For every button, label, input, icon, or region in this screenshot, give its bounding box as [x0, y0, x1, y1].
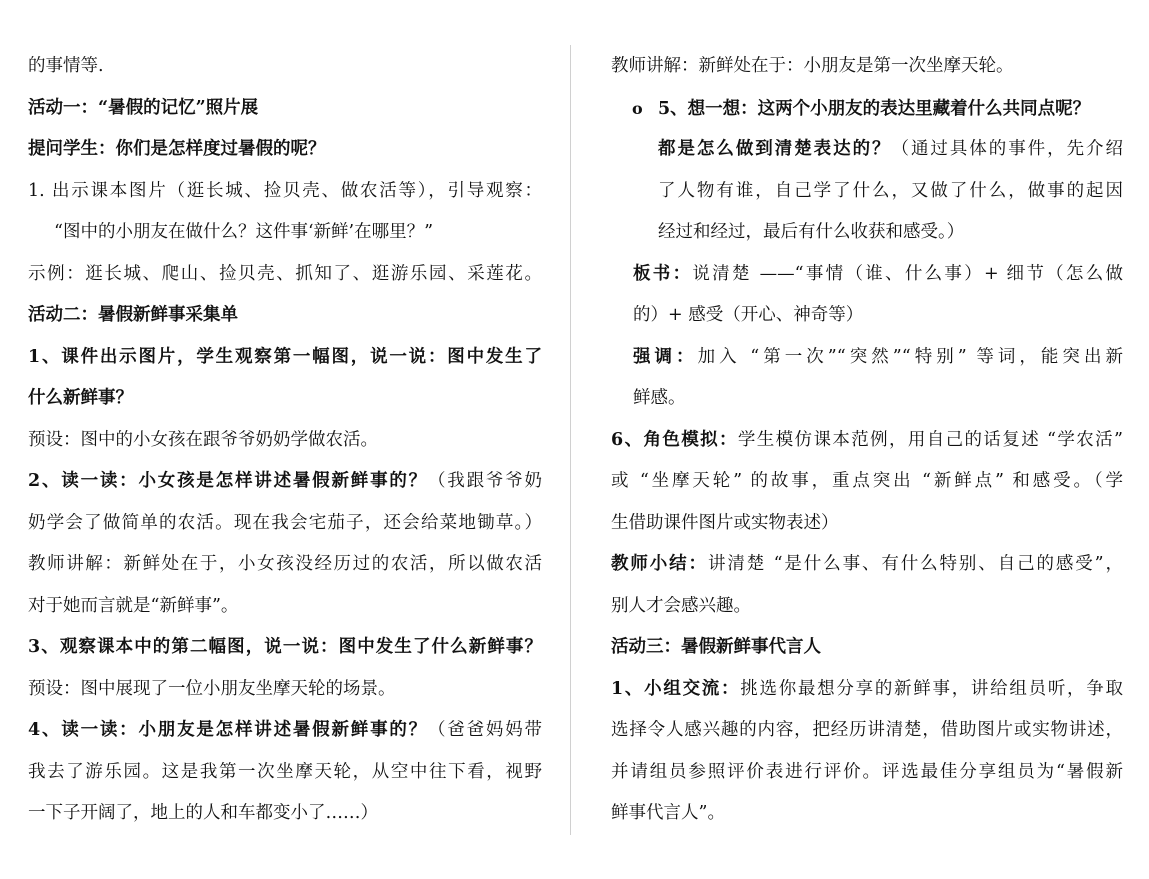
group-text: 挑选你最想分享的新鲜事，讲给组员听，争取 [740, 678, 1123, 699]
board-text: 说清楚 ——“事情（谁、什么事）+ 细节（怎么做 [692, 263, 1123, 284]
q5-text: 5、想一想：这两个小朋友的表达里藏着什么共同点呢？ [658, 98, 1091, 119]
role-label: 6、角色模拟： [611, 429, 738, 450]
q1-line-cont: 什么新鲜事？ [28, 388, 133, 408]
q5-rest: （通过具体的事件，先介绍 [891, 139, 1123, 159]
role-line-cont: 或 “坐摩天轮” 的故事，重点突出 “新鲜点” 和感受。（学 [611, 471, 1123, 491]
group-line [611, 669, 1123, 711]
teacher1-line-cont: 对于她而言就是“新鲜事”。 [28, 595, 239, 616]
q5-line [611, 88, 1123, 130]
q4-line [28, 710, 542, 752]
stress-line [611, 337, 1123, 379]
bullet-icon: o [632, 98, 643, 118]
step1-line: 1. 出示课本图片（逛长城、捡贝壳、做农活等），引导观察： [28, 180, 542, 201]
board-line-cont: 的）+ 感受（开心、神奇等） [633, 305, 864, 325]
q5-line-3: 了人物有谁，自己学了什么，又做了什么，做事的起因 [658, 180, 1123, 201]
q5-bold: 都是怎么做到清楚表达的？ [658, 139, 892, 159]
q2-line [28, 461, 542, 503]
role-line-end: 生借助课件图片或实物表述） [611, 512, 839, 533]
column-divider [570, 45, 571, 835]
activity3-heading: 活动三：暑假新鲜事代言人 [611, 637, 821, 657]
board-line [611, 254, 1123, 296]
group-line-2: 选择令人感兴趣的内容，把经历讲清楚，借助图片或实物讲述， [611, 720, 1123, 740]
summary-label: 教师小结： [611, 554, 708, 574]
q4-bold: 4、读一读：小朋友是怎样讲述暑假新鲜事的？ [28, 720, 428, 740]
summary-line-cont: 别人才会感兴趣。 [611, 595, 751, 616]
summary-line [611, 544, 1123, 586]
text-line: 的事情等. [28, 56, 104, 76]
question-heading: 提问学生：你们是怎样度过暑假的呢？ [28, 139, 326, 159]
board-label: 板书： [633, 263, 693, 284]
activity2-heading: 活动二：暑假新鲜事采集单 [28, 305, 238, 325]
q5-line-4: 经过和经过，最后有什么收获和感受。） [658, 222, 965, 242]
q4-line-cont: 我去了游乐园。这是我第一次坐摩天轮，从空中往下看，视野 [28, 761, 542, 782]
preset1-line: 预设：图中的小女孩在跟爷爷奶奶学做农活。 [28, 429, 378, 450]
left-column [28, 46, 542, 835]
group-label: 1、小组交流： [611, 678, 741, 699]
role-text: 学生模仿课本范例，用自己的话复述 “学农活” [737, 429, 1123, 450]
teacher1-line: 教师讲解：新鲜处在于，小女孩没经历过的农活，所以做农活 [28, 554, 542, 574]
stress-label: 强调： [633, 346, 698, 367]
q3-line: 3、观察课本中的第二幅图，说一说：图中发生了什么新鲜事？ [28, 637, 542, 657]
stress-line-cont: 鲜感。 [633, 388, 686, 408]
group-line-4: 鲜事代言人”。 [611, 803, 725, 823]
summary-text: 讲清楚 “是什么事、有什么特别、自己的感受”， [707, 554, 1123, 574]
right-column [611, 46, 1123, 835]
activity1-heading: 活动一：“暑假的记忆”照片展 [28, 97, 259, 118]
q4-rest: （爸爸妈妈带 [428, 720, 542, 740]
q2-bold: 2、读一读：小女孩是怎样讲述暑假新鲜事的？ [28, 471, 428, 491]
q2-line-cont: 奶学会了做简单的农活。现在我会宅茄子，还会给菜地锄草。） [28, 512, 542, 533]
q1-line: 1、课件出示图片，学生观察第一幅图，说一说：图中发生了 [28, 346, 542, 367]
stress-text: 加入 “第一次”“突然”“特别” 等词，能突出新 [697, 346, 1123, 367]
group-line-3: 并请组员参照评价表进行评价。评选最佳分享组员为“暑假新 [611, 761, 1123, 782]
q2-rest: （我跟爷爷奶 [428, 471, 542, 491]
q4-line-end: 一下子开阔了，地上的人和车都变小了……） [28, 803, 378, 823]
role-line [611, 420, 1123, 462]
teacher2-line: 教师讲解：新鲜处在于：小朋友是第一次坐摩天轮。 [611, 56, 1014, 76]
q5-line-2 [611, 129, 1123, 171]
preset2-line: 预设：图中展现了一位小朋友坐摩天轮的场景。 [28, 678, 396, 699]
example-line: 示例：逛长城、爬山、捡贝壳、抓知了、逛游乐园、采莲花。 [28, 263, 542, 284]
step1-quote: “图中的小朋友在做什么？这件事‘新鲜’在哪里？” [54, 222, 434, 242]
